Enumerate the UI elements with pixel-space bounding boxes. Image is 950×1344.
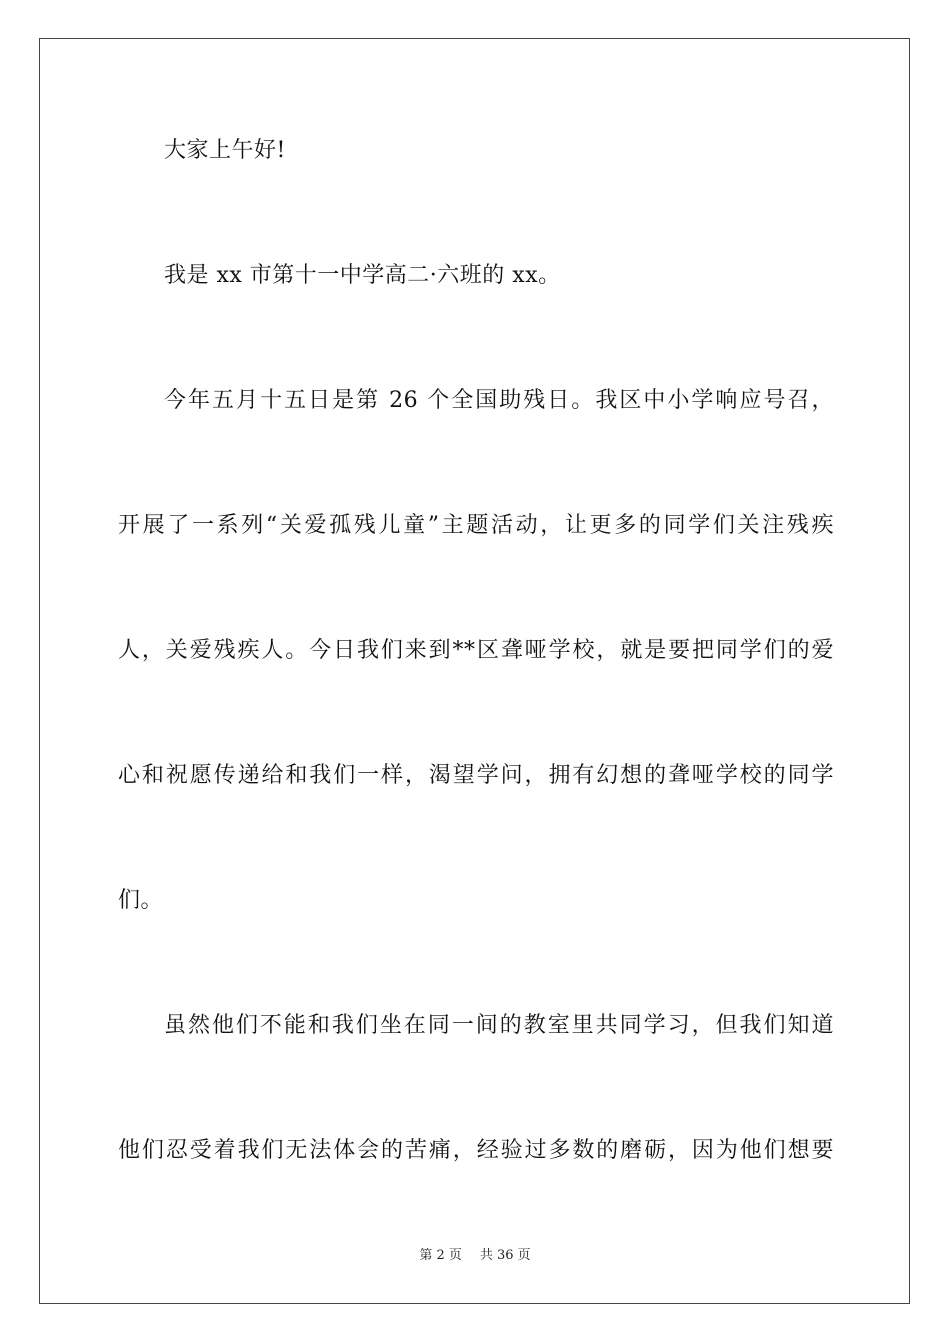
text-line-paragraph-2b: 他们忍受着我们无法体会的苦痛，经验过多数的磨砺，因为他们想要 — [118, 1138, 834, 1163]
page-frame — [39, 38, 910, 1304]
text-line-paragraph-1c: 人，关爱残疾人。今日我们来到**区聋哑学校，就是要把同学们的爱 — [118, 638, 834, 663]
text-line-paragraph-1d: 心和祝愿传递给和我们一样，渴望学问，拥有幻想的聋哑学校的同学 — [118, 763, 834, 788]
text-line-paragraph-1a: 今年五月十五日是第 26 个全国助残日。我区中小学响应号召， — [164, 388, 834, 413]
page-footer — [0, 1248, 950, 1264]
text-line-intro: 我是 xx 市第十一中学高二·六班的 xx。 — [164, 263, 561, 288]
page-number-current: 第 2 页 — [419, 1248, 462, 1263]
page-number-total: 共 36 页 — [479, 1248, 531, 1263]
text-line-paragraph-1b: 开展了一系列“关爱孤残儿童”主题活动，让更多的同学们关注残疾 — [118, 513, 834, 538]
text-line-paragraph-2a: 虽然他们不能和我们坐在同一间的教室里共同学习，但我们知道 — [164, 1013, 834, 1038]
text-line-paragraph-1e: 们。 — [118, 888, 164, 913]
text-line-greeting: 大家上午好! — [164, 138, 286, 163]
